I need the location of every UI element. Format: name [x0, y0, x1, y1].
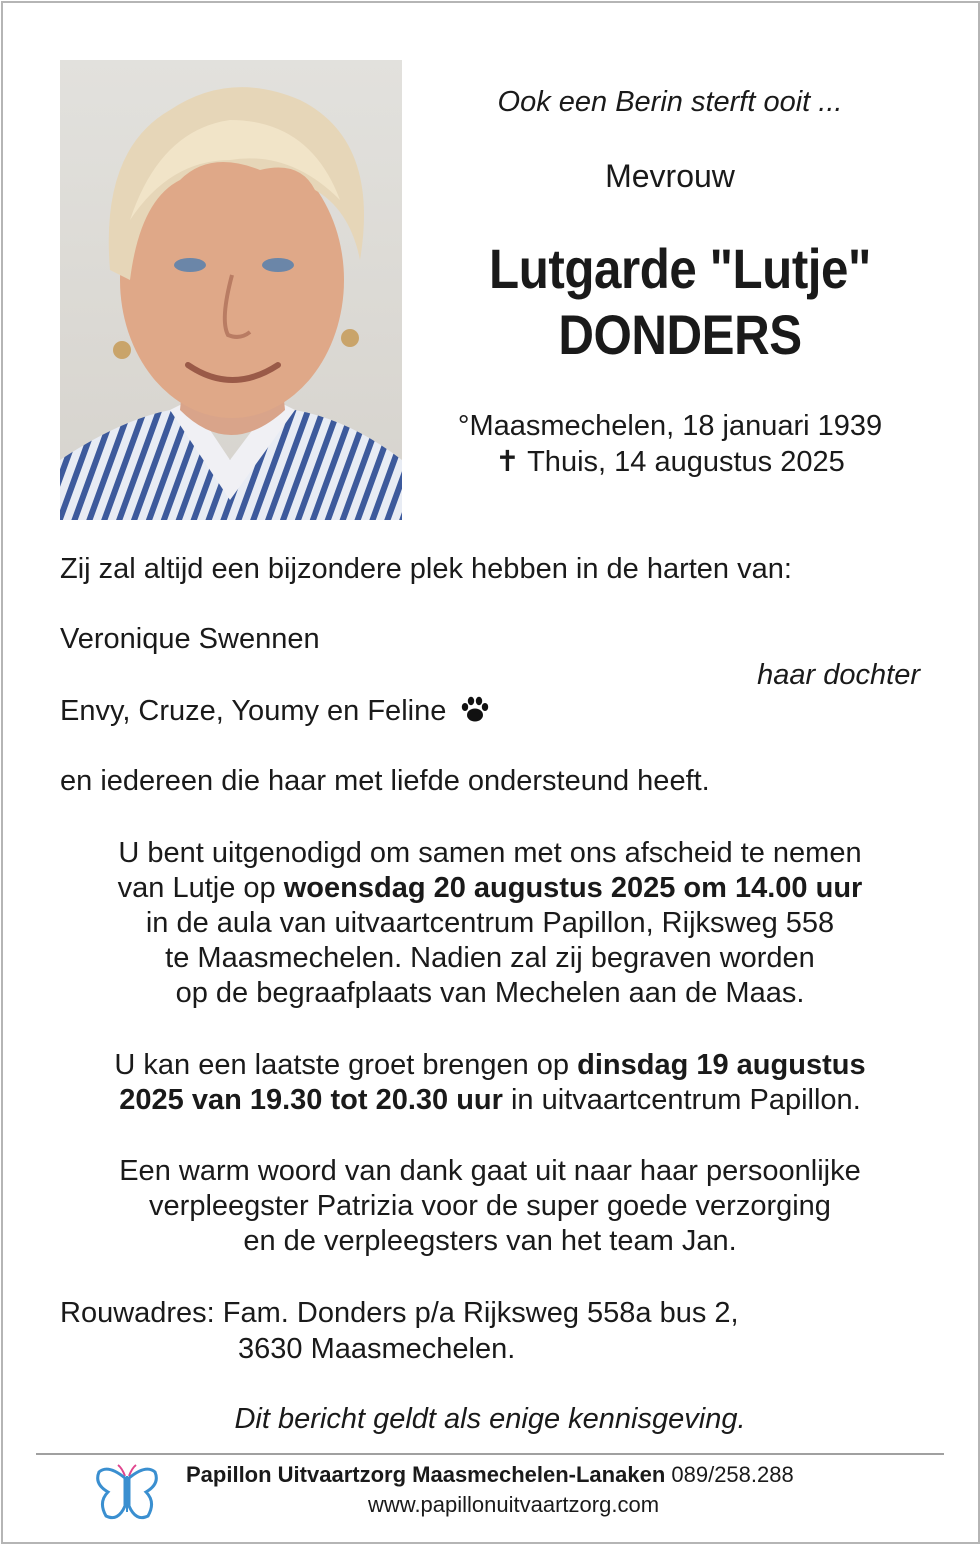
visitation-details	[40, 1048, 940, 1118]
visit-date: dinsdag 19 augustus	[577, 1049, 866, 1081]
family-member-name: Veronique Swennen	[60, 623, 320, 655]
thanks-line-3: en de verpleegsters van het team Jan.	[243, 1225, 737, 1257]
visit-line-2	[40, 1083, 940, 1118]
funeral-details	[40, 836, 940, 1011]
paw-icon	[460, 695, 490, 723]
life-dates	[420, 408, 920, 480]
visit-time: 2025 van 19.30 tot 20.30 uur	[119, 1084, 503, 1116]
family-intro: Zij zal altijd een bijzondere plek hebben in de harten van:	[60, 553, 792, 585]
funeral-line-1: U bent uitgenodigd om samen met ons afscheid te nemen	[118, 837, 862, 869]
footer-website[interactable]: www.papillonuitvaartzorg.com	[368, 1492, 660, 1517]
visit-line-1	[40, 1048, 940, 1083]
mourning-address-city: 3630 Maasmechelen.	[238, 1333, 516, 1365]
death-date: ✝ Thuis, 14 augustus 2025	[495, 446, 845, 478]
thanks-message	[40, 1154, 940, 1259]
sole-notice: Dit bericht geldt als enige kennisgeving.	[234, 1403, 746, 1435]
footer-divider	[36, 1453, 944, 1455]
deceased-name	[451, 236, 909, 368]
thanks-line-1: Een warm woord van dank gaat uit naar haar persoonlijke	[119, 1155, 861, 1187]
funeral-line-2	[40, 871, 940, 906]
footer-company-line	[186, 1462, 794, 1488]
opening-quote: Ook een Berin sterft ooit ...	[497, 86, 843, 118]
name-line-1: Lutgarde "Lutje"	[489, 237, 871, 300]
family-others: en iedereen die haar met liefde ondersteund heeft.	[60, 765, 710, 797]
funeral-line-2-text: van Lutje op	[117, 872, 284, 904]
family-member-role: haar dochter	[757, 659, 920, 691]
funeral-line-4: te Maasmechelen. Nadien zal zij begraven worden	[165, 942, 815, 974]
footer-phone[interactable]: 089/258.288	[665, 1462, 794, 1487]
visit-line-1-text: U kan een laatste groet brengen op	[114, 1049, 578, 1081]
honorific-title: Mevrouw	[605, 158, 735, 194]
mourning-address: Rouwadres: Fam. Donders p/a Rijksweg 558a bus 2,	[60, 1297, 739, 1329]
footer-company: Papillon Uitvaartzorg Maasmechelen-Lanaken	[186, 1462, 666, 1487]
portrait-photo	[60, 60, 402, 520]
name-line-2: DONDERS	[558, 303, 802, 366]
portrait-illustration	[60, 60, 402, 520]
pets-line	[60, 694, 490, 729]
visit-line-2-text: in uitvaartcentrum Papillon.	[502, 1084, 861, 1116]
funeral-line-5: op de begraafplaats van Mechelen aan de Maas.	[175, 977, 805, 1009]
funeral-datetime: woensdag 20 augustus 2025 om 14.00 uur	[283, 872, 863, 904]
pets-names: Envy, Cruze, Youmy en Feline	[60, 695, 447, 727]
birth-date: °Maasmechelen, 18 januari 1939	[457, 410, 883, 442]
thanks-line-2: verpleegster Patrizia voor de super goede verzorging	[149, 1190, 831, 1222]
butterfly-logo-icon	[94, 1462, 160, 1524]
funeral-line-3: in de aula van uitvaartcentrum Papillon, Rijksweg 558	[145, 907, 835, 939]
